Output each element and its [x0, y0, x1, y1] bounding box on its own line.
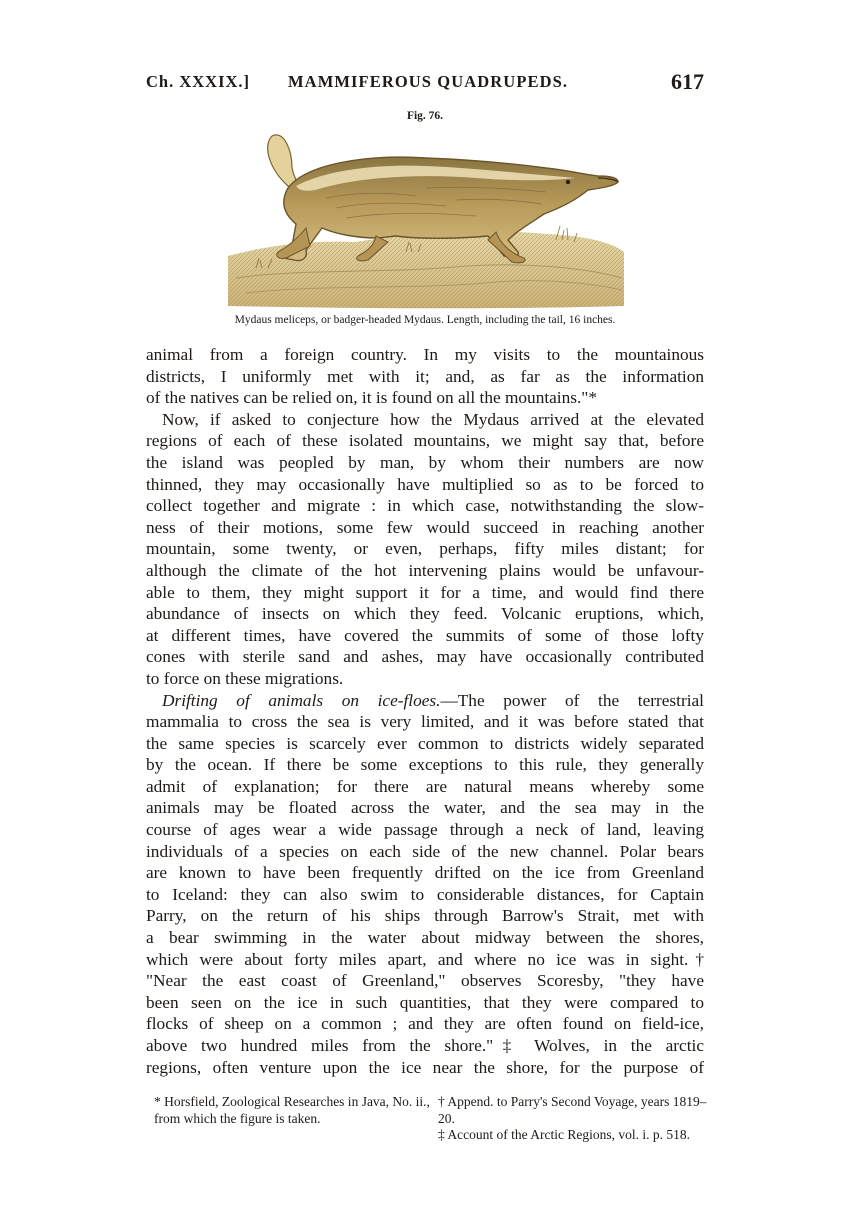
text-line: individuals of a species on each side of the new channel. Polar bears [146, 841, 704, 861]
text-line: course of ages wear a wide passage through a neck of land, leaving [146, 820, 704, 840]
text-line: districts, I uniformly met with it; and, as far as the information [146, 366, 704, 386]
text-line: a bear swimming in the water about midway between the shores, [146, 928, 704, 948]
text-line: Now, if asked to conjecture how the Mydaus arrived at the elevated [162, 409, 704, 429]
text-fragment: —The power of the terrestrial [440, 690, 704, 710]
text-line: the same species is scarcely ever common to districts widely separated [146, 733, 704, 753]
footnote-horsfield: * Horsfield, Zoological Researches in Java, No. ii., from which the figure is taken. [154, 1094, 430, 1126]
text-line: animals may be floated across the water, and the sea may in the [146, 798, 704, 818]
mydaus-illustration [226, 128, 626, 310]
text-line: at different times, have covered the summits of some of those lofty [146, 625, 704, 645]
running-header [146, 69, 706, 98]
text-line: been seen on the ice in such quantities, that they were compared to [146, 992, 704, 1012]
text-line: although the climate of the hot intervening plains would be unfavour- [146, 560, 704, 580]
text-line: by the ocean. If there be some exceptions to this rule, they generally [146, 755, 704, 775]
running-title: MAMMIFEROUS QUADRUPEDS. [288, 72, 569, 91]
text-line: mammalia to cross the sea is very limited, and it was before stated that [146, 712, 704, 732]
badger-illustration-svg [226, 128, 626, 310]
text-line: animal from a foreign country. In my visits to the mountainous [146, 345, 704, 364]
text-line: abundance of insects on which they feed. Volcanic eruptions, which, [146, 604, 704, 624]
text-line: "Near the east coast of Greenland," observes Scoresby, "they have [146, 971, 704, 991]
text-line: to Iceland: they can also swim to considerable distances, for Captain [146, 884, 704, 904]
figure-caption: Mydaus meliceps, or badger-headed Mydaus. Length, including the tail, 16 inches. [234, 314, 616, 326]
text-line: the island was peopled by man, by whom their numbers are now [146, 452, 704, 472]
text-line: Parry, on the return of his ships through Barrow's Strait, met with [146, 906, 704, 926]
text-line: flocks of sheep on a common ; and they are often found on field-ice, [146, 1014, 704, 1034]
text-line: regions of each of these isolated mountains, we might say that, before [146, 431, 704, 451]
text-line: able to them, they might support it for a time, and would find there [146, 582, 704, 602]
figure-label: Fig. 76. [406, 110, 444, 122]
text-line: regions, often venture upon the ice near the shore, for the purpose of [146, 1057, 704, 1077]
text-line: cones with sterile sand and ashes, may have occasionally contributed [146, 647, 704, 667]
text-line: which were about forty miles apart, and where no ice was in sight.† [146, 949, 704, 969]
text-line [146, 690, 704, 712]
page-number: 617 [671, 69, 704, 94]
eye-icon [566, 180, 570, 184]
footnote-scoresby: ‡ Account of the Arctic Regions, vol. i. p. 518. [438, 1127, 690, 1142]
chapter-reference: Ch. XXXIX.] [146, 72, 251, 91]
text-line: to force on these migrations. [146, 668, 344, 688]
text-line: collect together and migrate : in which case, notwithstanding the slow- [146, 496, 704, 516]
text-line: mountain, some twenty, or even, perhaps, fifty miles distant; for [146, 539, 704, 559]
footnotes [146, 1094, 708, 1166]
main-text [146, 344, 704, 1078]
text-line: are known to have been frequently drifted on the ice from Greenland [146, 863, 704, 883]
text-line: thinned, they may occasionally have multiplied so as to be forced to [146, 474, 704, 494]
footnote-parry: † Append. to Parry's Second Voyage, years 1819–20. [438, 1094, 707, 1126]
text-line: above two hundred miles from the shore."‡ Wolves, in the arctic [146, 1036, 704, 1055]
text-line: ness of their motions, some few would succeed in reaching another [146, 517, 704, 537]
footnotes-right-column [438, 1094, 708, 1144]
text-line: admit of explanation; for there are natural means whereby some [146, 776, 704, 796]
text-line: of the natives can be relied on, it is found on all the mountains."* [146, 388, 597, 408]
section-heading: Drifting of animals on ice-floes. [162, 690, 441, 710]
